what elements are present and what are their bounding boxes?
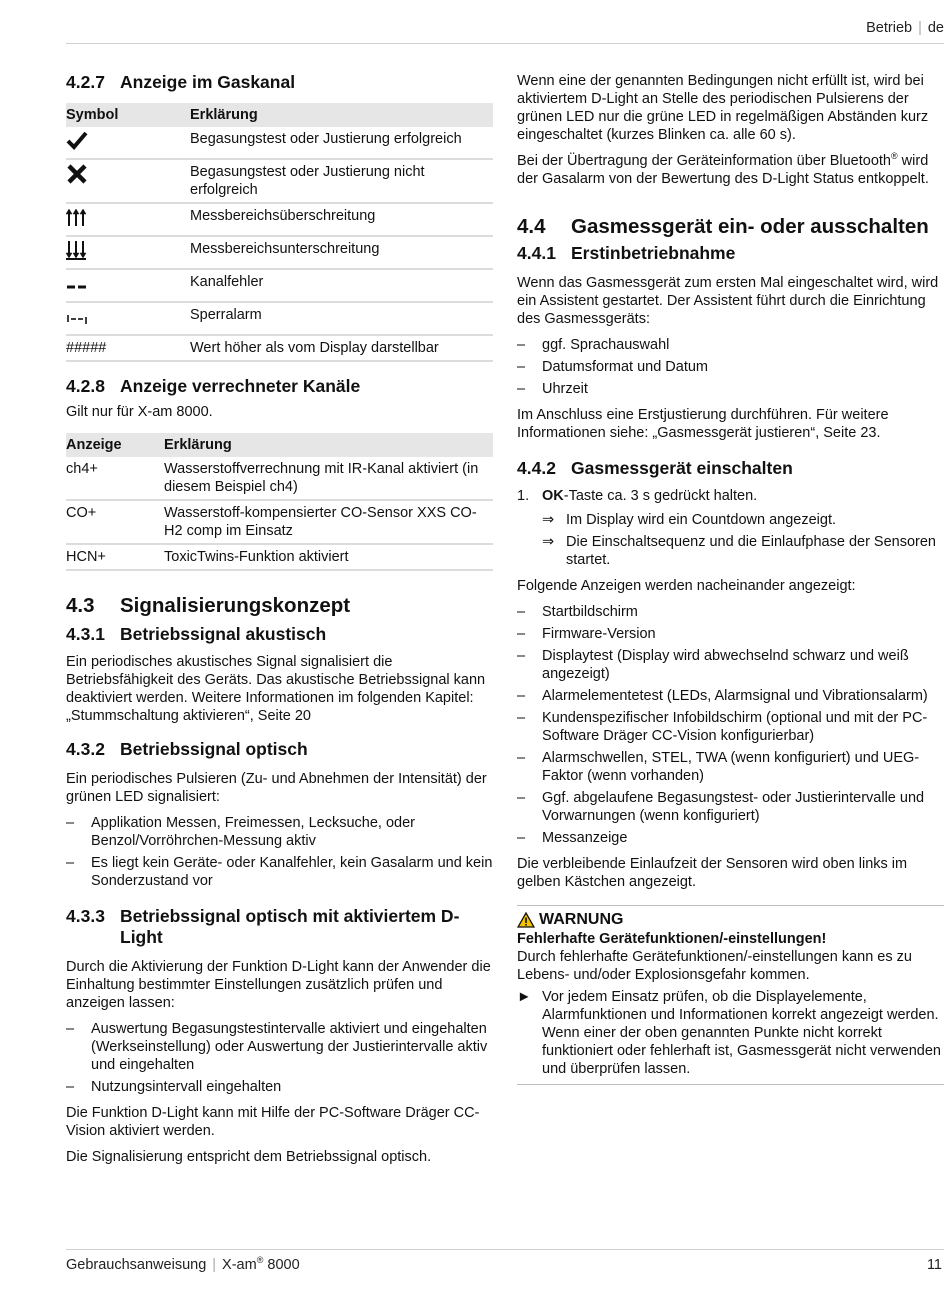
table-row xyxy=(66,500,493,544)
result-arrow-icon: ⇒ xyxy=(542,534,555,550)
section-heading-4-3 xyxy=(66,593,493,618)
explanation-cell: Wasserstoffverrechnung mit IR-Kanal aktiviert (in diesem Beispiel ch4) xyxy=(164,457,493,500)
table-row xyxy=(66,159,493,203)
section-number: 4.2.7 xyxy=(66,72,105,92)
section-number: 4.3.3 xyxy=(66,906,105,926)
list-item xyxy=(66,814,493,850)
over-range-icon xyxy=(66,207,88,227)
explanation-cell: Wasserstoff-kompensierter CO-Sensor XXS CO-H2 comp im Einsatz xyxy=(164,500,493,544)
table-row xyxy=(66,335,493,361)
symbol-cell xyxy=(66,127,190,159)
step-list xyxy=(517,487,944,505)
paragraph xyxy=(517,152,944,188)
explanation-cell: Messbereichsüberschreitung xyxy=(190,203,493,236)
page-number: 11 xyxy=(926,1257,942,1273)
symbol-cell xyxy=(66,203,190,236)
section-title: Betriebssignal akustisch xyxy=(120,624,327,644)
list-dash: – xyxy=(66,815,75,831)
warning-action xyxy=(517,988,944,1078)
symbol-cell xyxy=(66,236,190,269)
check-icon xyxy=(66,130,88,150)
display-cell: HCN+ xyxy=(66,544,164,570)
list-item xyxy=(517,687,944,705)
section-title: Gasmessgerät ein- oder ausschalten xyxy=(571,215,929,238)
header-language: de xyxy=(927,20,944,36)
page-footer xyxy=(66,1257,944,1273)
bullet-list xyxy=(66,814,493,890)
paragraph: Im Anschluss eine Erstjustierung durchführen. Für weitere Informationen siehe: „Gasmessgerät justieren“, Seite 23. xyxy=(517,407,889,441)
list-dash: – xyxy=(66,1079,75,1095)
list-dash: – xyxy=(66,1021,75,1037)
list-item xyxy=(517,749,944,785)
list-item-text: Uhrzeit xyxy=(542,381,588,397)
list-item xyxy=(517,603,944,621)
explanation-cell: Messbereichsunterschreitung xyxy=(190,236,493,269)
list-item xyxy=(517,647,944,683)
list-item xyxy=(66,1020,493,1074)
list-item-text: Firmware-Version xyxy=(542,626,656,642)
explanation-cell: Begasungstest oder Justierung erfolgreich xyxy=(190,127,493,159)
explanation-cell: Sperralarm xyxy=(190,302,493,335)
list-item-text: Alarmelementetest (LEDs, Alarmsignal und Vibrationsalarm) xyxy=(542,688,928,704)
symbol-cell xyxy=(66,269,190,302)
list-item-text: Es liegt kein Geräte- oder Kanalfehler, kein Gasalarm und kein Sonderzustand vor xyxy=(91,855,493,889)
list-item-text: Datumsformat und Datum xyxy=(542,359,709,375)
section-heading-4-3-1 xyxy=(66,624,493,645)
section-number: 4.4 xyxy=(517,215,546,238)
step-text: -Taste ca. 3 s gedrückt halten. xyxy=(563,488,758,504)
list-item-text: Applikation Messen, Freimessen, Lecksuche, oder Benzol/Vorröhrchen-Messung aktiv xyxy=(91,815,415,849)
channel-error-icon xyxy=(66,273,88,293)
list-dash: – xyxy=(517,710,526,726)
list-item-text: Nutzungsintervall eingehalten xyxy=(91,1079,282,1095)
section-title: Betriebssignal optisch xyxy=(120,739,308,759)
list-item xyxy=(517,709,944,745)
right-column xyxy=(517,72,944,1085)
table-header-symbol: Symbol xyxy=(66,103,190,127)
section-heading-4-4 xyxy=(517,214,944,239)
footer-document: Gebrauchsanweisung xyxy=(66,1257,207,1273)
list-item xyxy=(517,625,944,643)
section-heading-4-4-2 xyxy=(517,458,944,479)
text-fragment: wird der Gasalarm von der Bewertung des D-Light Status entkoppelt. xyxy=(517,153,929,187)
section-title: Erstinbetriebnahme xyxy=(571,243,736,263)
table-row xyxy=(66,269,493,302)
left-column xyxy=(66,72,493,1174)
table-row xyxy=(66,127,493,159)
section-title: Anzeige verrechneter Kanäle xyxy=(120,376,361,396)
display-cell: CO+ xyxy=(66,500,164,544)
header-section: Betrieb xyxy=(866,20,913,36)
result-item xyxy=(517,533,944,569)
explanation-cell: Begasungstest oder Justierung nicht erfolgreich xyxy=(190,159,493,203)
footer-product: X-am xyxy=(222,1257,257,1273)
list-item xyxy=(517,336,944,354)
under-range-icon xyxy=(66,240,88,260)
warning-text: Durch fehlerhafte Gerätefunktionen/-einstellungen kann es zu Lebens- und/oder Explosionsgefahr kommen. xyxy=(517,949,912,983)
list-dash: – xyxy=(517,359,526,375)
warning-subtitle: Fehlerhafte Gerätefunktionen/-einstellungen! xyxy=(517,931,827,947)
table-row xyxy=(66,544,493,570)
list-dash: – xyxy=(517,381,526,397)
footer-registered: ® xyxy=(256,1255,264,1266)
paragraph: Die Funktion D-Light kann mit Hilfe der PC-Software Dräger CC-Vision aktiviert werden. xyxy=(66,1105,480,1139)
action-triangle-icon: ► xyxy=(517,989,532,1005)
list-item xyxy=(66,1078,493,1096)
result-arrow-icon: ⇒ xyxy=(542,512,555,528)
table-row xyxy=(66,236,493,269)
paragraph: Die verbleibende Einlaufzeit der Sensoren wird oben links im gelben Kästchen angezeigt. xyxy=(517,856,908,890)
list-item-text: Kundenspezifischer Infobildschirm (optional und mit der PC-Software Dräger CC-Vision konfigurierbar) xyxy=(542,710,928,744)
footer-separator: | xyxy=(212,1257,217,1273)
result-text: Die Einschaltsequenz und die Einlaufphase der Sensoren startet. xyxy=(566,534,936,568)
list-item-text: ggf. Sprachauswahl xyxy=(542,337,670,353)
table-header-row xyxy=(66,103,493,127)
list-item xyxy=(517,380,944,398)
list-dash: – xyxy=(517,750,526,766)
section-number: 4.2.8 xyxy=(66,376,105,396)
result-text: Im Display wird ein Countdown angezeigt. xyxy=(566,512,836,528)
table-row xyxy=(66,457,493,500)
table-header-row xyxy=(66,433,493,457)
footer-rule xyxy=(66,1249,944,1250)
symbol-cell xyxy=(66,159,190,203)
list-item-text: Ggf. abgelaufene Begasungstest- oder Justierintervalle und Vorwarnungen (wenn konfiguriert) xyxy=(542,790,925,824)
table-header-explanation: Erklärung xyxy=(190,103,493,127)
list-dash: – xyxy=(517,337,526,353)
section-title: Gasmessgerät einschalten xyxy=(571,458,793,478)
list-item xyxy=(517,789,944,825)
paragraph: Folgende Anzeigen werden nacheinander angezeigt: xyxy=(517,578,856,594)
section-number: 4.4.1 xyxy=(517,243,556,263)
list-item xyxy=(517,829,944,847)
section-title: Signalisierungskonzept xyxy=(120,594,351,617)
cross-icon xyxy=(66,163,88,185)
list-item-text: Messanzeige xyxy=(542,830,628,846)
calculated-channels-table xyxy=(66,433,493,571)
lock-alarm-icon xyxy=(66,306,90,326)
table-header-display: Anzeige xyxy=(66,433,164,457)
warning-action-text: Vor jedem Einsatz prüfen, ob die Displayelemente, Alarmfunktionen und Informationen korrekt angezeigt werden. Wenn einer der oben genannten Punkte nicht korrekt funktioniert oder fehlerhaft ist, Gasmessgerät nicht verwenden und überprüfen lassen. xyxy=(542,989,941,1077)
list-dash: – xyxy=(517,604,526,620)
section-number: 4.3.2 xyxy=(66,739,105,759)
paragraph: Ein periodisches akustisches Signal signalisiert die Betriebsfähigkeit des Geräts. Das akustische Betriebssignal kann deaktiviert werden. Weitere Informationen im folgenden Kapitel: „Stummschaltung aktivieren“, Seite 20 xyxy=(66,654,486,724)
section-heading-4-2-8 xyxy=(66,376,493,397)
symbol-cell xyxy=(66,302,190,335)
list-dash: – xyxy=(517,830,526,846)
paragraph: Die Signalisierung entspricht dem Betriebssignal optisch. xyxy=(66,1149,432,1165)
section-heading-4-3-2 xyxy=(66,739,493,760)
symbol-table xyxy=(66,103,493,362)
header-rule xyxy=(66,43,944,44)
paragraph: Durch die Aktivierung der Funktion D-Light kann der Anwender die Einhaltung bestimmter Einstellungen zusätzlich prüfen und anzeigen lassen: xyxy=(66,959,491,1011)
list-dash: – xyxy=(517,790,526,806)
table-row xyxy=(66,302,493,335)
list-dash: – xyxy=(517,688,526,704)
bullet-list xyxy=(66,1020,493,1096)
list-item xyxy=(66,854,493,890)
paragraph: Ein periodisches Pulsieren (Zu- und Abnehmen der Intensität) der grünen LED signalisiert: xyxy=(66,771,487,805)
applicability-note: Gilt nur für X-am 8000. xyxy=(66,404,213,420)
key-name: OK xyxy=(542,488,564,504)
list-item-text: Alarmschwellen, STEL, TWA (wenn konfiguriert) und UEG-Faktor (wenn vorhanden) xyxy=(542,750,920,784)
section-heading-4-4-1 xyxy=(517,243,944,264)
section-title: Betriebssignal optisch mit aktiviertem D-Light xyxy=(120,906,460,947)
display-cell: ch4+ xyxy=(66,457,164,500)
paragraph: Wenn eine der genannten Bedingungen nicht erfüllt ist, wird bei aktiviertem D-Light an Stelle des periodischen Pulsierens der grünen LED nur die grüne LED in regelmäßigen Abständen kurz eingeschaltet (kurzes Blinken ca. alle 60 s). xyxy=(517,73,929,143)
header-separator: | xyxy=(918,20,922,36)
explanation-cell: Kanalfehler xyxy=(190,269,493,302)
symbol-cell: ##### xyxy=(66,335,190,361)
list-item xyxy=(517,358,944,376)
list-item-text: Auswertung Begasungstestintervalle aktiviert und eingehalten (Werkseinstellung) oder Auswertung der Justierintervalle aktiv und eingehalten xyxy=(91,1021,488,1073)
list-dash: – xyxy=(66,855,75,871)
section-number: 4.3.1 xyxy=(66,624,105,644)
list-item-text: Startbildschirm xyxy=(542,604,638,620)
list-dash: – xyxy=(517,648,526,664)
list-item-text: Displaytest (Display wird abwechselnd schwarz und weiß angezeigt) xyxy=(542,648,909,682)
result-item xyxy=(517,511,944,529)
registered-mark: ® xyxy=(891,151,898,162)
bullet-list xyxy=(517,336,944,398)
page-header xyxy=(866,20,944,36)
warning-triangle-icon xyxy=(517,912,535,928)
section-title: Anzeige im Gaskanal xyxy=(120,72,296,92)
section-heading-4-2-7 xyxy=(66,72,493,93)
warning-title xyxy=(517,910,944,930)
explanation-cell: ToxicTwins-Funktion aktiviert xyxy=(164,544,493,570)
footer-model: 8000 xyxy=(267,1257,300,1273)
step-number: 1. xyxy=(517,488,530,504)
paragraph: Wenn das Gasmessgerät zum ersten Mal eingeschaltet wird, wird ein Assistent gestartet. Der Assistent führt durch die Einrichtung des Gasmessgeräts: xyxy=(517,275,939,327)
table-header-explanation: Erklärung xyxy=(164,433,493,457)
bullet-list xyxy=(517,603,944,847)
section-number: 4.4.2 xyxy=(517,458,556,478)
warning-title-text: WARNUNG xyxy=(539,911,624,928)
section-number: 4.3 xyxy=(66,594,95,617)
step-item xyxy=(517,487,944,505)
text-fragment: Bei der Übertragung der Geräteinformation über Bluetooth xyxy=(517,153,891,169)
explanation-cell: Wert höher als vom Display darstellbar xyxy=(190,335,493,361)
warning-box xyxy=(517,905,944,1085)
table-row xyxy=(66,203,493,236)
section-heading-4-3-3 xyxy=(66,906,493,948)
list-dash: – xyxy=(517,626,526,642)
